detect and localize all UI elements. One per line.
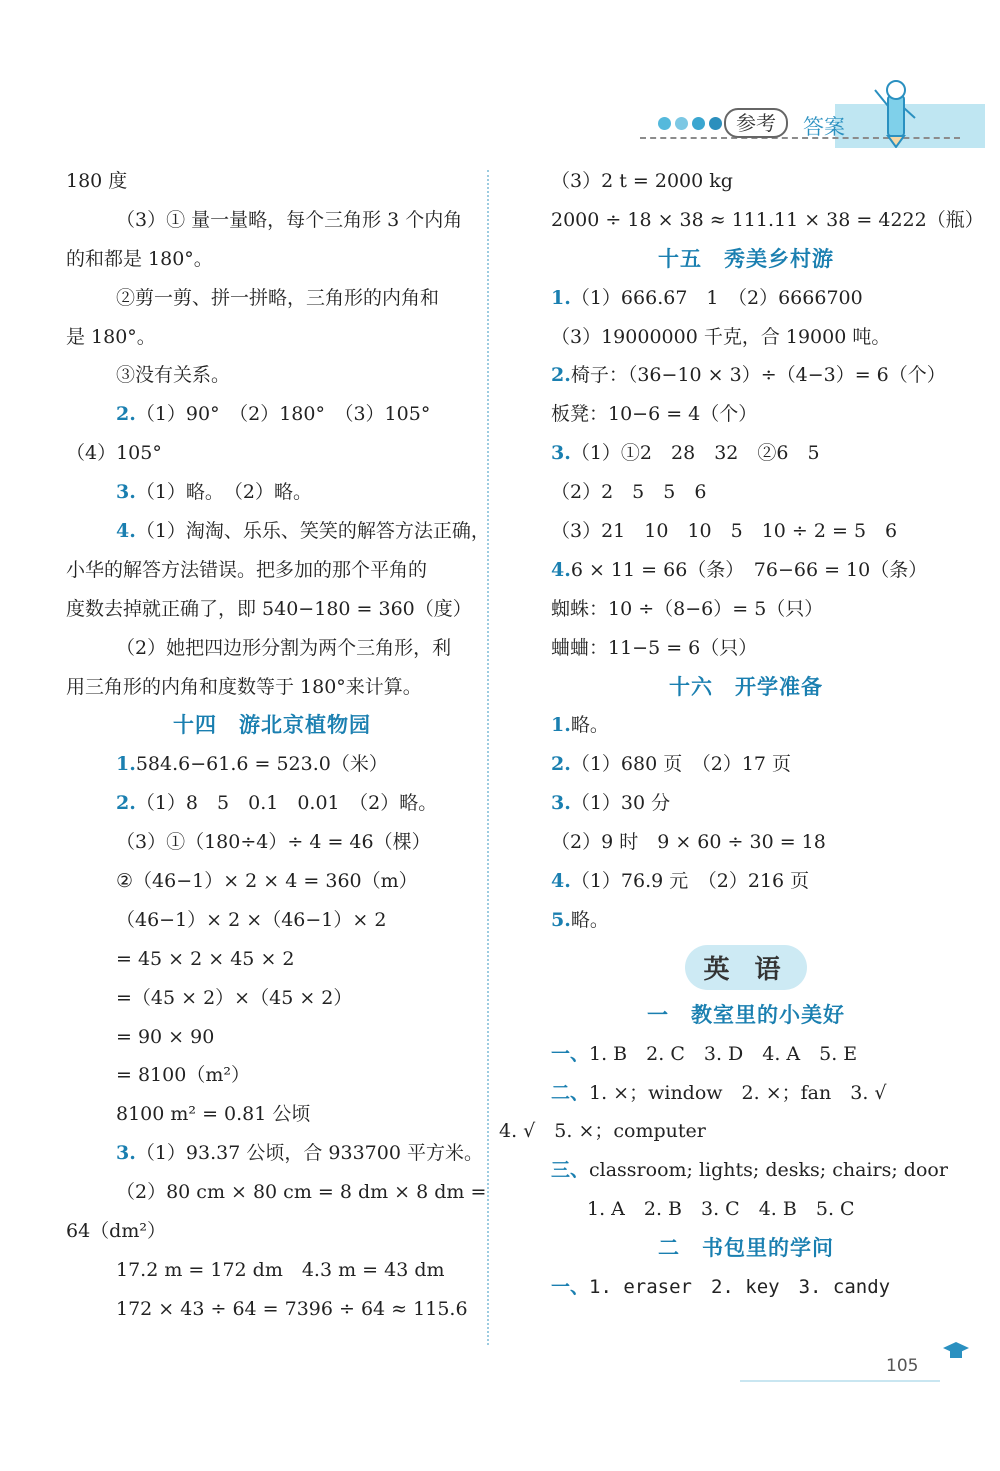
item-number: 3. [116, 481, 136, 504]
text-line: ②（46−1）× 2 × 4 = 360（m） [116, 870, 418, 893]
item-number: 2. [551, 753, 571, 776]
text-line: （3）2 t = 2000 kg [551, 170, 733, 192]
numbered-item: 4.（1）76.9 元 （2）216 页 [551, 870, 810, 893]
header-answer-title: 答案 [803, 115, 845, 139]
text-line: =（45 × 2）×（45 × 2） [116, 986, 353, 1009]
text-line: 用三角形的内角和度数等于 180°来计算。 [66, 675, 422, 698]
mascot-pencil-icon [870, 78, 920, 148]
text-line: （3）① 量一量略，每个三角形 3 个内角 [116, 208, 463, 231]
numbered-item: 2.（1）90° （2）180° （3）105° [116, 403, 431, 426]
text-line: （3）21 10 10 5 10 ÷ 2 = 5 6 [551, 520, 898, 543]
section-heading: 十六 开学准备 [669, 674, 823, 699]
numbered-item: 1.584.6−61.6 = 523.0（米） [116, 753, 388, 776]
numbered-item: 4.6 × 11 = 66（条） 76−66 = 10（条） [551, 558, 928, 581]
subject-banner [551, 940, 941, 996]
section-heading: 十四 游北京植物园 [173, 713, 371, 738]
item-number: 2. [116, 792, 136, 815]
numbered-item: 2.（1）680 页 （2）17 页 [551, 753, 792, 776]
text-line: 4. √ 5. ×；computer [499, 1120, 706, 1143]
item-number: 4. [551, 870, 571, 893]
section-heading: 十五 秀美乡村游 [658, 246, 834, 271]
mortarboard-icon [942, 1340, 970, 1362]
item-number: 2. [551, 364, 571, 387]
text-line: = 45 × 2 × 45 × 2 [116, 947, 295, 970]
numbered-item: 一、1. eraser 2. key 3. candy [551, 1276, 891, 1299]
text-line: （2）9 时 9 × 60 ÷ 30 = 18 [551, 831, 826, 854]
header-dot-icon [692, 117, 705, 130]
item-number: 3. [551, 442, 571, 465]
text-line: 64（dm²） [66, 1220, 166, 1243]
item-number: 5. [551, 908, 571, 931]
text-line: 是 180°。 [66, 325, 156, 348]
text-line: ③没有关系。 [116, 364, 231, 387]
text-line: 172 × 43 ÷ 64 = 7396 ÷ 64 ≈ 115.6 [116, 1297, 468, 1320]
header-dot-icon [658, 117, 671, 130]
item-number: 三、 [551, 1159, 590, 1182]
numbered-item: 4.（1）淘淘、乐乐、笑笑的解答方法正确， [116, 520, 490, 543]
text-line: 板凳：10−6 = 4（个） [551, 403, 758, 426]
text-line: （3）19000000 千克，合 19000 吨。 [551, 325, 891, 348]
text-line: = 8100（m²） [116, 1064, 250, 1087]
text-line: 17.2 m = 172 dm 4.3 m = 43 dm [116, 1258, 445, 1281]
column-divider [487, 170, 489, 1345]
numbered-item: 1.（1）666.67 1 （2）6666700 [551, 286, 863, 309]
numbered-item: 3.（1）①2 28 32 ②6 5 [551, 442, 820, 465]
numbered-item: 三、classroom; lights; desks; chairs; door [551, 1159, 948, 1182]
numbered-item: 3.（1）略。 （2）略。 [116, 481, 313, 504]
item-number: 一、 [551, 1042, 590, 1065]
item-number: 一、 [551, 1276, 590, 1299]
text-line: 蜘蛛：10 ÷（8−6）= 5（只） [551, 597, 824, 620]
text-line: 8100 m² = 0.81 公顷 [116, 1103, 311, 1126]
page-number: 105 [886, 1356, 919, 1376]
header-dot-icon [709, 117, 722, 130]
numbered-item: 二、1. ×；window 2. ×；fan 3. √ [551, 1081, 887, 1104]
numbered-item: 1.略。 [551, 714, 609, 737]
numbered-item: 2.（1）8 5 0.1 0.01 （2）略。 [116, 792, 438, 815]
item-number: 1. [551, 286, 571, 309]
item-number: 4. [116, 520, 136, 543]
header-dot-icon [675, 117, 688, 130]
text-line: （2）2 5 5 6 [551, 481, 707, 504]
text-line: 1. A 2. B 3. C 4. B 5. C [587, 1198, 855, 1221]
item-number: 3. [551, 792, 571, 815]
text-line: = 90 × 90 [116, 1025, 215, 1048]
numbered-item: 2.椅子：（36−10 × 3）÷（4−3）= 6（个） [551, 364, 946, 387]
text-line: 180 度 [66, 170, 128, 192]
subject-title: 英 语 [685, 945, 806, 990]
text-line: 小华的解答方法错误。把多加的那个平角的 [66, 558, 428, 581]
text-line: （2）80 cm × 80 cm = 8 dm × 8 dm = [116, 1181, 487, 1204]
item-number: 二、 [551, 1081, 590, 1104]
left-column [66, 162, 490, 1329]
item-number: 1. [116, 753, 136, 776]
item-number: 2. [116, 403, 136, 426]
numbered-item: 3.（1）93.37 公顷，合 933700 平方米。 [116, 1142, 483, 1165]
footer-rule [740, 1380, 940, 1382]
text-line: （2）她把四边形分割为两个三角形，利 [116, 636, 452, 659]
text-line: 度数去掉就正确了，即 540−180 = 360（度） [66, 597, 472, 620]
text-line: （4）105° [66, 442, 162, 465]
text-line: （46−1）× 2 ×（46−1）× 2 [116, 908, 387, 931]
text-line: 蛐蛐：11−5 = 6（只） [551, 636, 758, 659]
item-number: 4. [551, 558, 571, 581]
numbered-item: 5.略。 [551, 908, 609, 931]
numbered-item: 一、1. B 2. C 3. D 4. A 5. E [551, 1042, 858, 1065]
section-heading: 一 教室里的小美好 [647, 1002, 845, 1027]
text-line: （3）①（180÷4）÷ 4 = 46（棵） [116, 831, 431, 854]
numbered-item: 3.（1）30 分 [551, 792, 671, 815]
text-line: 2000 ÷ 18 × 38 ≈ 111.11 × 38 = 4222（瓶） [551, 208, 984, 231]
text-line: 的和都是 180°。 [66, 247, 213, 270]
text-line: ②剪一剪、拼一拼略，三角形的内角和 [116, 286, 440, 309]
item-number: 3. [116, 1142, 136, 1165]
item-number: 1. [551, 714, 571, 737]
section-heading: 二 书包里的学问 [658, 1236, 834, 1261]
right-column [499, 162, 984, 1307]
page-header [0, 0, 1000, 160]
header-label: 参考 [724, 108, 788, 138]
